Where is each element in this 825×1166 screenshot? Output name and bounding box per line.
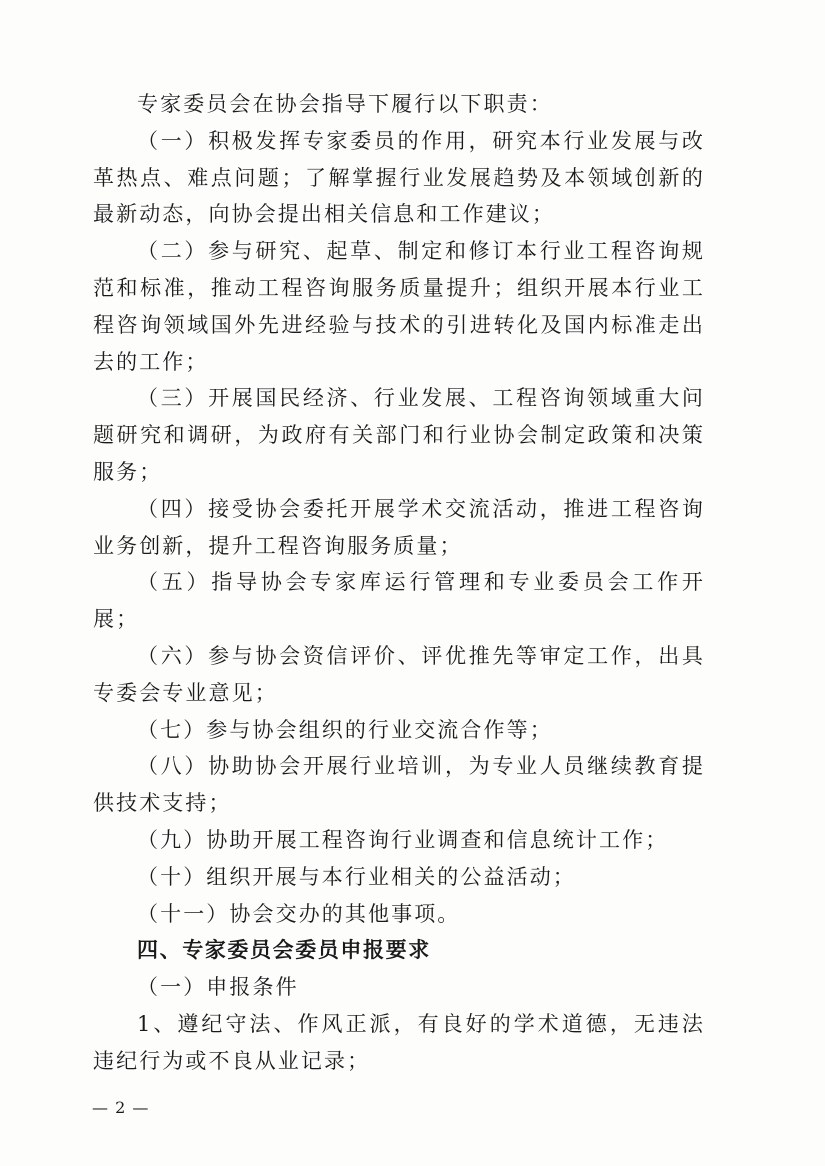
duty-item-11: （十一）协会交办的其他事项。 (137, 901, 461, 926)
section-heading: 四、专家委员会委员申报要求 (137, 938, 431, 963)
page-number: — 2 — (92, 1098, 150, 1117)
subsection-heading: （一）申报条件 (137, 975, 299, 1000)
duty-item-1: （一）积极发挥专家委员的作用，研究本行业发展与改革热点、难点问题；了解掌握行业发展趋势及本领域创新的最新动态，向协会提出相关信息和工作建议； (93, 128, 705, 227)
duty-item-5: （五）指导协会专家库运行管理和专业委员会工作开展； (93, 570, 705, 632)
duty-item-3: （三）开展国民经济、行业发展、工程咨询领域重大问题研究和调研，为政府有关部门和行业协会制定政策和决策服务； (93, 386, 705, 484)
duty-item-7: （七）参与协会组织的行业交流合作等； (137, 717, 553, 742)
duty-item-10: （十）组织开展与本行业相关的公益活动； (137, 864, 576, 889)
duties-intro: 专家委员会在协会指导下履行以下职责： (137, 92, 553, 116)
duty-item-4: （四）接受协会委托开展学术交流活动，推进工程咨询业务创新，提升工程咨询服务质量； (93, 496, 705, 558)
duty-item-9: （九）协助开展工程咨询行业调查和信息统计工作； (137, 827, 669, 852)
duty-item-8: （八）协助协会开展行业培训，为专业人员继续教育提供技术支持； (93, 754, 705, 816)
duty-item-6: （六）参与协会资信评价、评优推先等审定工作，出具专委会专业意见； (93, 643, 705, 705)
document-body (93, 86, 705, 1080)
condition-item-1: 1、遵纪守法、作风正派，有良好的学术道德，无违法违纪行为或不良从业记录； (93, 1011, 705, 1073)
duty-item-2: （二）参与研究、起草、制定和修订本行业工程咨询规范和标准，推动工程咨询服务质量提升；组织开展本行业工程咨询领域国外先进经验与技术的引进转化及国内标准走出去的工作； (93, 239, 705, 374)
